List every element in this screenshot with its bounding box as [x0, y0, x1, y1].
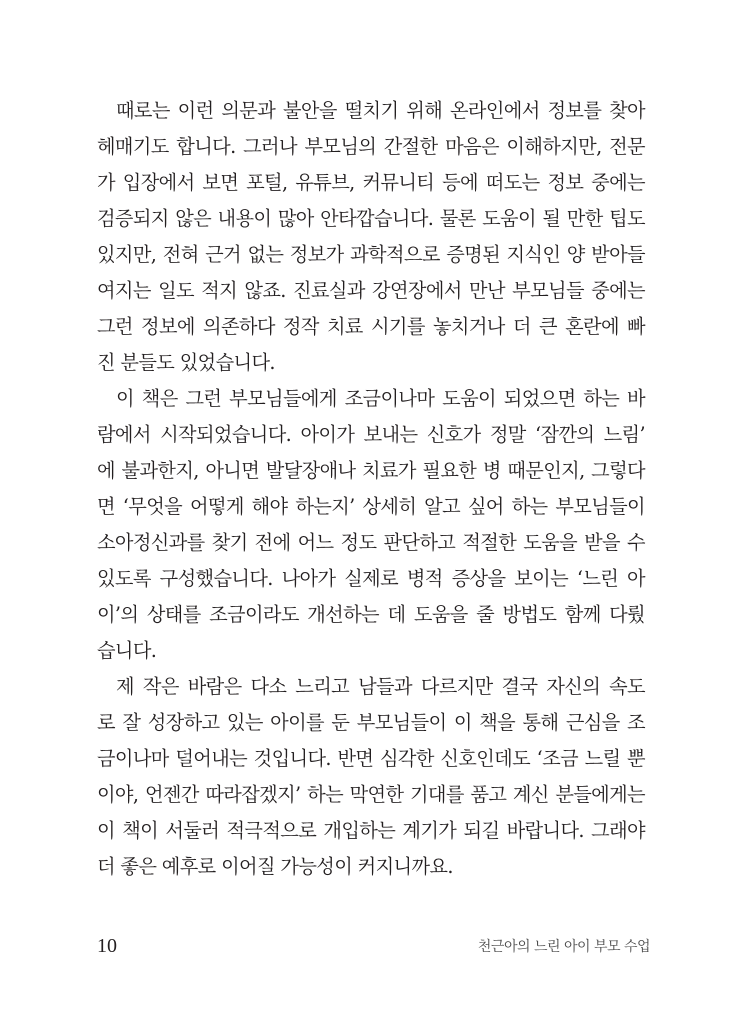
page-footer — [97, 934, 650, 958]
text-line: 검증되지 않은 내용이 많아 안타깝습니다. 물론 도움이 될 만한 팁도 — [97, 207, 645, 230]
text-line: 습니다. — [97, 639, 157, 662]
text-line: 이’의 상태를 조금이라도 개선하는 데 도움을 줄 방법도 함께 다뤘 — [97, 603, 645, 626]
text-line: 진 분들도 있었습니다. — [97, 351, 275, 374]
text-line: 때로는 이런 의문과 불안을 떨치기 위해 온라인에서 정보를 찾아 — [116, 99, 645, 122]
running-title: 천근아의 느린 아이 부모 수업 — [477, 939, 650, 955]
paragraph-1 — [97, 93, 645, 381]
text-line: 에 불과한지, 아니면 발달장애나 치료가 필요한 병 때문인지, 그렇다 — [97, 459, 645, 482]
text-line: 제 작은 바람은 다소 느리고 남들과 다르지만 결국 자신의 속도 — [116, 675, 645, 698]
text-line: 소아정신과를 찾기 전에 어느 정도 판단하고 적절한 도움을 받을 수 — [97, 531, 645, 554]
paragraph-2 — [97, 381, 645, 669]
text-line: 이 책은 그런 부모님들에게 조금이나마 도움이 되었으면 하는 바 — [116, 387, 645, 410]
body-text — [97, 93, 645, 885]
text-line: 이야, 언젠간 따라잡겠지’ 하는 막연한 기대를 품고 계신 분들에게는 — [97, 783, 645, 806]
page-number: 10 — [97, 934, 117, 957]
text-line: 가 입장에서 보면 포털, 유튜브, 커뮤니티 등에 떠도는 정보 중에는 — [97, 171, 645, 194]
text-line: 헤매기도 합니다. 그러나 부모님의 간절한 마음은 이해하지만, 전문 — [97, 135, 645, 158]
text-line: 금이나마 덜어내는 것입니다. 반면 심각한 신호인데도 ‘조금 느릴 뿐 — [97, 747, 645, 770]
text-line: 여지는 일도 적지 않죠. 진료실과 강연장에서 만난 부모님들 중에는 — [97, 279, 645, 302]
text-line: 그런 정보에 의존하다 정작 치료 시기를 놓치거나 더 큰 혼란에 빠 — [97, 315, 645, 338]
text-line: 있도록 구성했습니다. 나아가 실제로 병적 증상을 보이는 ‘느린 아 — [97, 567, 645, 590]
text-line: 로 잘 성장하고 있는 아이를 둔 부모님들이 이 책을 통해 근심을 조 — [97, 711, 645, 734]
text-line: 있지만, 전혀 근거 없는 정보가 과학적으로 증명된 지식인 양 받아들 — [97, 243, 645, 266]
text-line: 이 책이 서둘러 적극적으로 개입하는 계기가 되길 바랍니다. 그래야 — [97, 819, 645, 842]
text-line: 람에서 시작되었습니다. 아이가 보내는 신호가 정말 ‘잠깐의 느림’ — [97, 423, 645, 446]
paragraph-3 — [97, 669, 645, 885]
text-line: 더 좋은 예후로 이어질 가능성이 커지니까요. — [97, 855, 453, 878]
text-line: 면 ‘무엇을 어떻게 해야 하는지’ 상세히 알고 싶어 하는 부모님들이 — [97, 495, 645, 518]
